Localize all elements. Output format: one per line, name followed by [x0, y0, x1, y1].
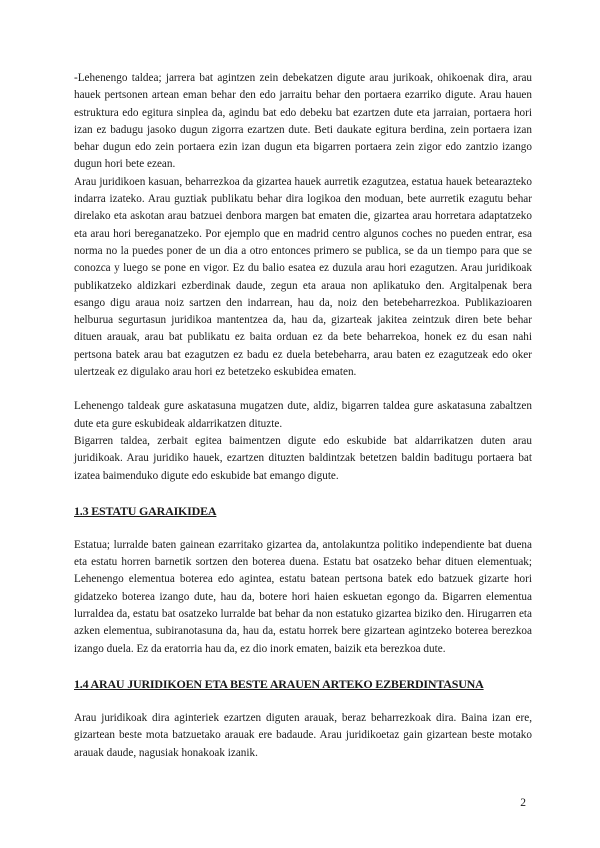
paragraph-second-group: Bigarren taldea, zerbait egitea baimentzen digute edo eskubide bat aldarrikatzen duten arau juridikoak. Arau juridiko hauek, ezartzen dituzten baldintzak betetzen baldin baditugu portaera bat izatea baimenduko digute edo eskubide bat emango digute.: [74, 434, 532, 482]
paragraph-estatua: Estatua; lurralde baten gainean ezarritako gizartea da, antolakuntza politiko independiente bat duena eta estatu horren barnetik sortzen den boterea duena. Estatu bat osatzeko behar dituen elementuak; Lehenengo elementua boterea edo agintea, estatu batean pertsona batek edo batzuek gizarte hori gidatzeko boterea izango dute, hau da, botere hori haien eskuetan egongo da. Bigarren elementua lurraldea da, estatu bat osatzeko lurralde bat behar da non estatuko gizartea biziko den. Hirugarren eta azken elementua, subiranotasuna da, hau da, estatu horrek bere gizartean agintzeko boterea berezkoa izango duela. Ez da eratorria hau da, ez dio inork ematen, baizik eta berezkoa dute.: [74, 538, 532, 655]
section-heading-estatu-garaikidea: 1.3 ESTATU GARAIKIDEA: [74, 503, 217, 518]
paragraph-freedom: Lehenengo taldeak gure askatasuna mugatzen dute, aldiz, bigarren taldea gure askatasuna zabaltzen dute eta gure eskubideak aldarrikatzen dituzte.: [74, 400, 532, 430]
document-page: [74, 70, 532, 762]
section-heading-arau-ezberdintasuna: 1.4 ARAU JURIDIKOEN ETA BESTE ARAUEN ARTEKO EZBERDINTASUNA: [74, 676, 484, 691]
page-number: 2: [520, 797, 526, 809]
paragraph-first-group: -Lehenengo taldea; jarrera bat agintzen zein debekatzen digute arau jurikoak, ohikoenak dira, arau hauek pertsonen artean eman behar den edo jarraitu behar den portaera ezarriko digute. Arau hauen estruktura edo egitura sinplea da, agindu bat edo debeku bat ezartzen dute eta jarraian, portaera hori izan ez badugu jasoko dugun zigorra ezartzen dute. Beti daukate egitura berdina, zein portaera izan behar dugun edo zein portaera ezin izan dugun eta bigarren portaera zein zigor edo zantzio izango dugun hori bete ezean.: [74, 72, 532, 171]
paragraph-publication: Arau juridikoen kasuan, beharrezkoa da gizartea hauek aurretik ezagutzea, estatua hauek betearazteko indarra izateko. Arau guztiak publikatu behar dira logikoa den moduan, bete aurretik ezagutu behar direlako eta askotan arau batzuei denbora margen bat ematen die, gizartea arau horretara adaptatzeko eta arau hori bereganatzeko. Por ejemplo que en madrid centro algunos coches no pueden entrar, esa norma no la puedes poner de un dia a otro entonces primero se publica, se da un tiempo para que se conozca y luego se pone en vigor. Ez du balio esatea ez duzula arau hori ezagutzen. Arau juridikoak publikatzeko aldizkari ezberdinak daude, zegun eta araua non aplikatuko den. Argitalpenak bera esango digu araua noiz sartzen den indarrean, hau da, noiz den betebeharrezkoa. Publikazioaren helburua segurtasun juridikoa mantentzea da, hau da, gizarteak jakitea zeintzuk diren bete behar dituen arauak, arau bat publikatu ez baita orduan ez da bete beharrekoa, honek ez du esan nahi pertsona batek arau bat ezagutzen ez badu ez duela betebeharra, arau baten ez ezagutzeak edo oker ulertzeak ez digulako arau hori ez betetzeko eskubidea ematen.: [74, 175, 532, 379]
paragraph-arau-juridikoak: Arau juridikoak dira aginteriek ezartzen diguten arauak, beraz beharrezkoak dira. Baina izan ere, gizartean beste mota batzuetako arauak ere badaude. Arau juridikoetaz gain gizartean beste motako arauak daude, nagusiak honakoak izanik.: [74, 711, 532, 759]
